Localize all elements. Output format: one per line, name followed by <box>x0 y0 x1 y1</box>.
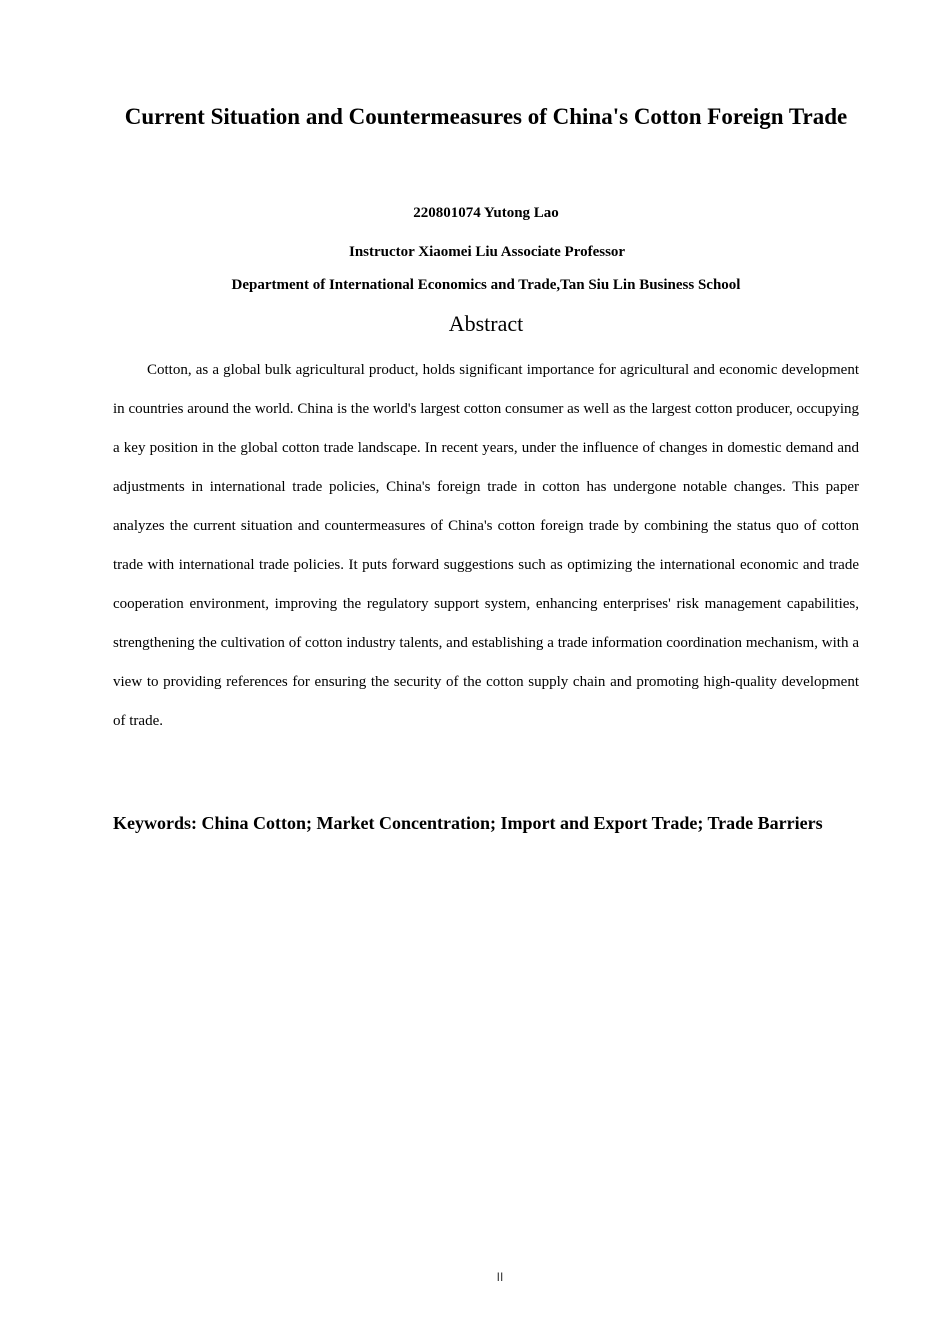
paper-title: Current Situation and Countermeasures of China's Cotton Foreign Trade <box>124 104 848 129</box>
author-line: 220801074 Yutong Lao <box>413 205 559 221</box>
page-number: II <box>496 1270 504 1284</box>
abstract-heading: Abstract <box>448 311 524 336</box>
keywords-label: Keywords: <box>113 813 197 833</box>
department-line: Department of International Economics and Trade,Tan Siu Lin Business School <box>231 277 741 293</box>
keywords-text: China Cotton; Market Concentration; Import and Export Trade; Trade Barriers <box>201 813 823 833</box>
keywords-paragraph <box>113 804 859 842</box>
abstract-body: Cotton, as a global bulk agricultural product, holds significant importance for agricultural and economic development in countries around the world. China is the world's largest cotton consumer as well as the largest cotton producer, occupying a key position in the global cotton trade landscape. In recent years, under the influence of changes in domestic demand and adjustments in international trade policies, China's foreign trade in cotton has undergone notable changes. This paper analyzes the current situation and countermeasures of China's cotton foreign trade by combining the status quo of cotton trade with international trade policies. It puts forward suggestions such as optimizing the international economic and trade cooperation environment, improving the regulatory support system, enhancing enterprises' risk management capabilities, strengthening the cultivation of cotton industry talents, and establishing a trade information coordination mechanism, with a view to providing references for ensuring the security of the cotton supply chain and promoting high-quality development of trade. <box>113 362 859 729</box>
instructor-line: Instructor Xiaomei Liu Associate Professor <box>349 244 626 260</box>
